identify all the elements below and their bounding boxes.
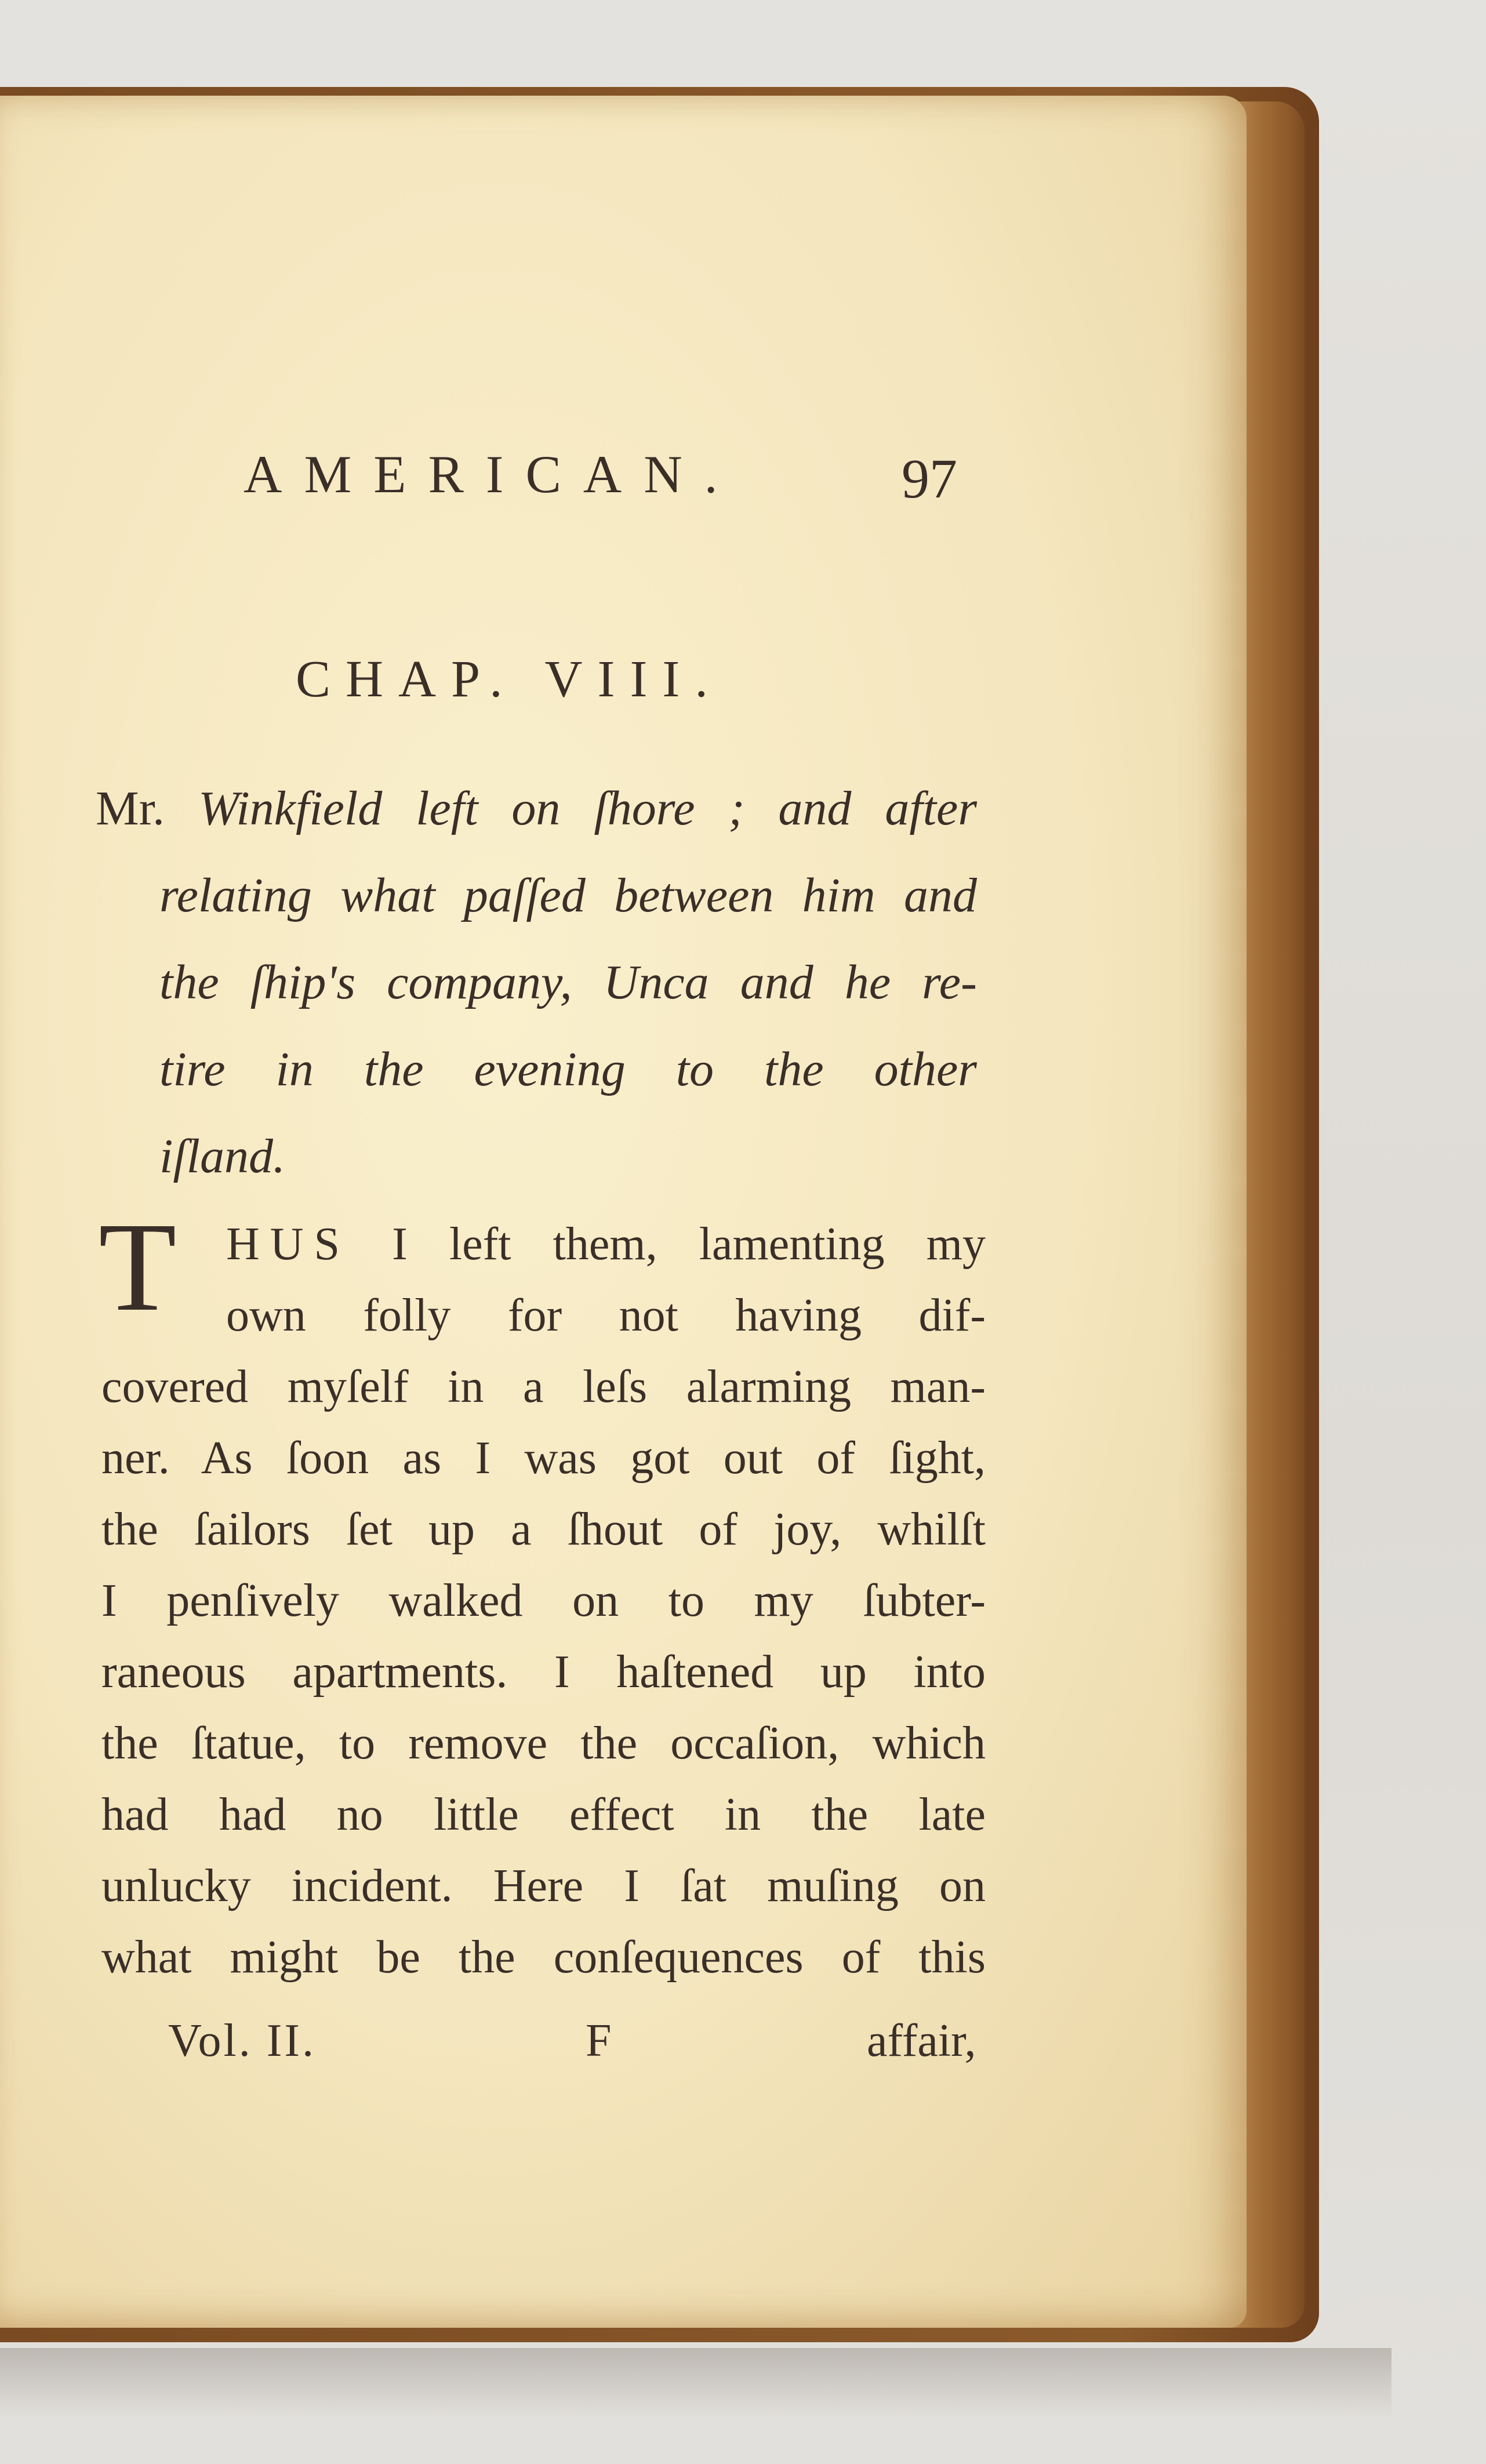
body-line: unlucky incident. Here I ſat muſing on	[101, 1860, 986, 1911]
body-line: I penſively walked on to my ſubter-	[101, 1575, 986, 1626]
summary-lead-word: Mr.	[96, 782, 165, 835]
summary-line: tire in the evening to the other	[159, 1042, 977, 1096]
table-shadow	[0, 2348, 1391, 2418]
chapter-summary	[96, 765, 977, 1200]
summary-line	[96, 765, 977, 852]
book-page	[0, 96, 1247, 2328]
summary-line: iſland.	[159, 1129, 286, 1183]
body-line	[101, 1209, 986, 1280]
footer-signature-mark: F	[586, 2015, 612, 2066]
page-number: 97	[902, 448, 957, 510]
body-line: raneous apartments. I haſtened up into	[101, 1647, 986, 1698]
running-head-title: AMERICAN.	[244, 445, 740, 504]
body-line: the ſailors ſet up a ſhout of joy, whilſt	[101, 1504, 986, 1555]
first-word-caps: HUS	[226, 1219, 351, 1270]
summary-line: the ſhip's company, Unca and he re-	[159, 955, 977, 1009]
body-line: what might be the conſequences of this	[101, 1932, 986, 1983]
footer-catchword: affair,	[867, 2015, 976, 2066]
body-line: ner. As ſoon as I was got out of ſight,	[101, 1433, 986, 1484]
drop-cap: T	[99, 1196, 177, 1338]
chapter-title: CHAP. VIII.	[296, 650, 723, 708]
summary-line-text: Winkfield left on ſhore ; and after	[198, 782, 978, 835]
first-line-rest: I left them, lamenting my	[392, 1219, 986, 1270]
body-line: the ſtatue, to remove the occaſion, which	[101, 1718, 986, 1769]
body-line: had had no little effect in the late	[101, 1789, 986, 1840]
summary-line: relating what paſſed between him and	[159, 868, 977, 922]
body-text	[99, 1196, 986, 1993]
body-line: covered myſelf in a leſs alarming man-	[101, 1361, 986, 1412]
footer-volume: Vol. II.	[168, 2015, 316, 2066]
body-line: own folly for not having dif-	[226, 1290, 986, 1341]
